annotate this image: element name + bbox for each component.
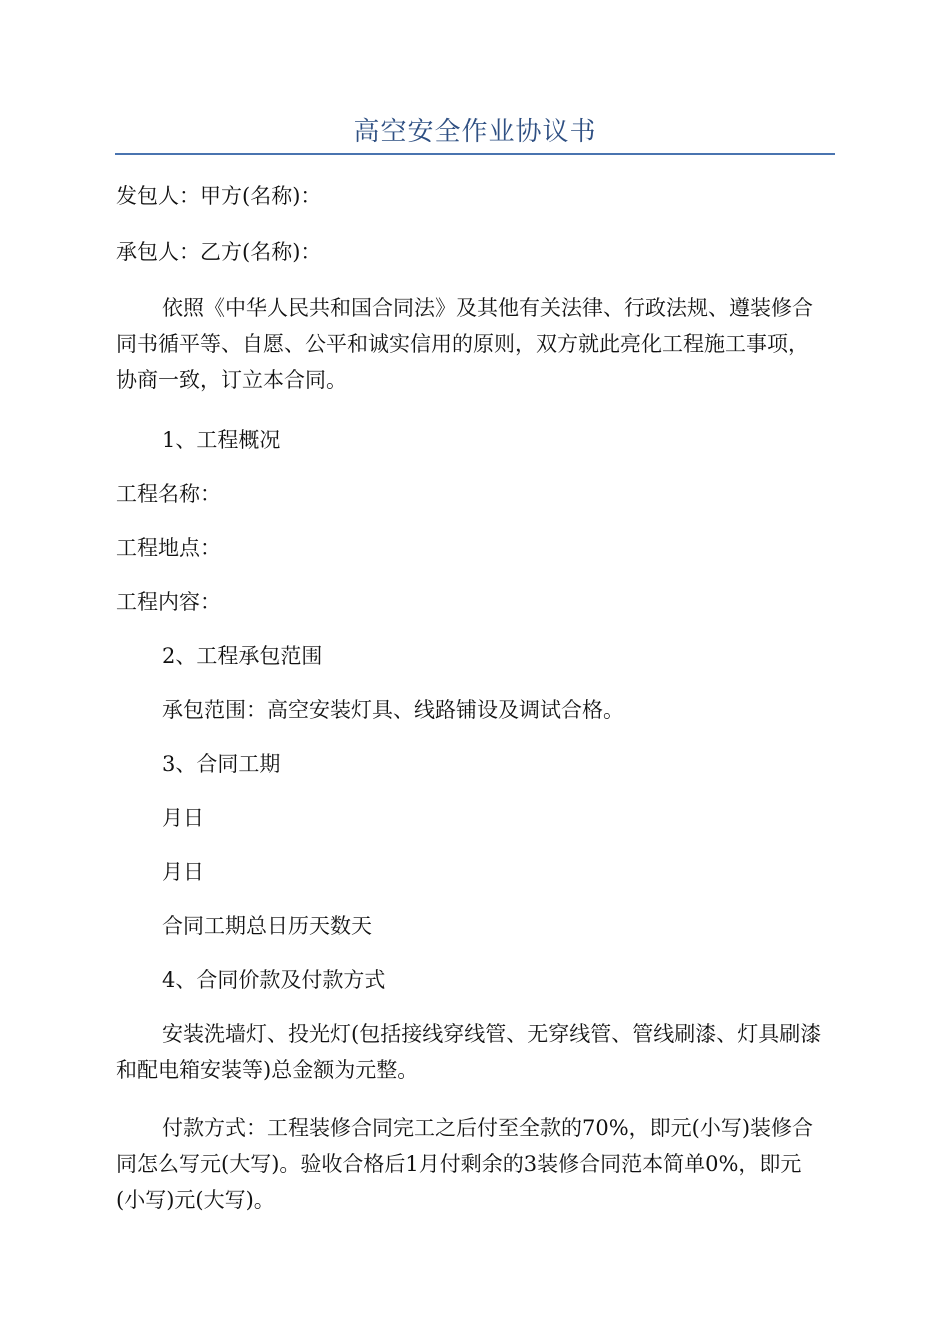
- party-a-line: 发包人：甲方(名称)：: [116, 184, 322, 208]
- project-location-line: 工程地点：: [116, 536, 221, 560]
- project-name-line: 工程名称：: [116, 482, 221, 506]
- scope-line: 承包范围：高空安装灯具、线路铺设及调试合格。: [162, 698, 624, 722]
- party-b-line: 承包人：乙方(名称)：: [116, 240, 322, 264]
- section-4-heading: 4、合同价款及付款方式: [162, 968, 386, 992]
- duration-line: 合同工期总日历天数天: [162, 914, 372, 938]
- start-date-line: 月日: [162, 806, 204, 830]
- payment-paragraph: 付款方式：工程装修合同完工之后付至全款的70%，即元(小写)装修合同怎么写元(大写)。验收合格后1月付剩余的3装修合同范本简单0%，即元(小写)元(大写)。: [116, 1116, 814, 1212]
- section-1-heading: 1、工程概况: [162, 428, 281, 452]
- document-title: 高空安全作业协议书: [353, 117, 597, 147]
- title-underline: [115, 153, 835, 155]
- section-2-heading: 2、工程承包范围: [162, 644, 323, 668]
- preamble-paragraph: 依照《中华人民共和国合同法》及其他有关法律、行政法规、遵装修合同书循平等、自愿、公平和诚实信用的原则，双方就此亮化工程施工事项，协商一致，订立本合同。: [116, 296, 813, 392]
- project-content-line: 工程内容：: [116, 590, 221, 614]
- section-3-heading: 3、合同工期: [162, 752, 281, 776]
- price-paragraph: 安装洗墙灯、投光灯(包括接线穿线管、无穿线管、管线刷漆、灯具刷漆和配电箱安装等)总金额为元整。: [116, 1022, 822, 1082]
- end-date-line: 月日: [162, 860, 204, 884]
